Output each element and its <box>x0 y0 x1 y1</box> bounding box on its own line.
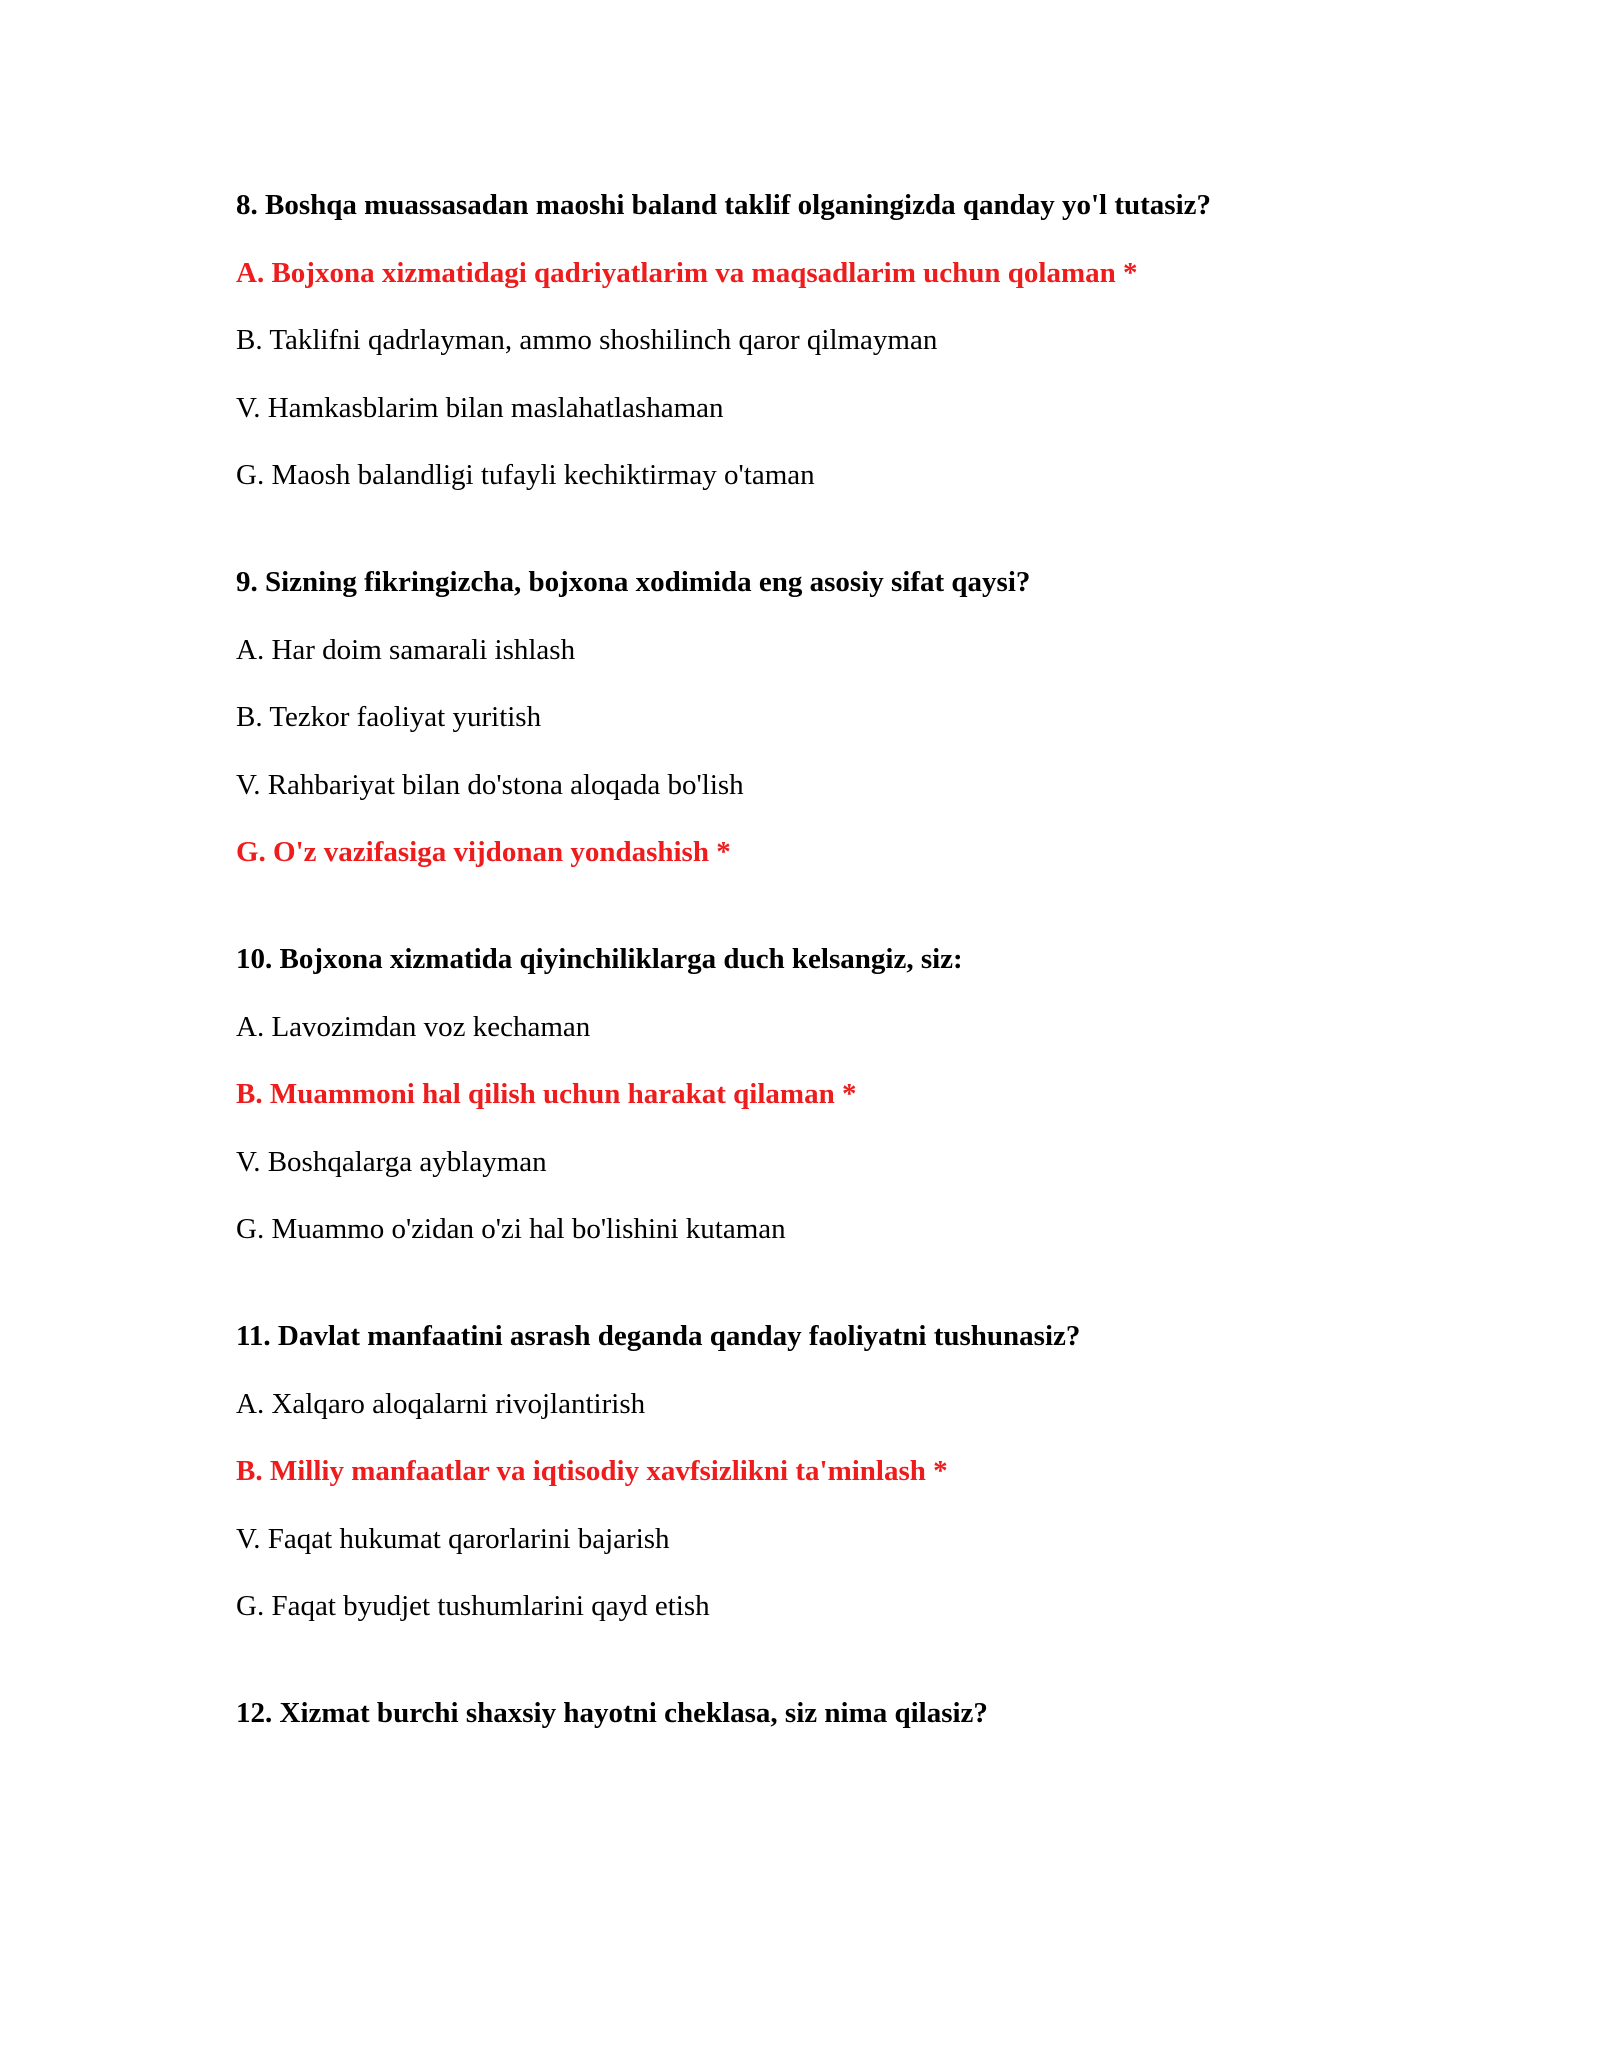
answer-option: A. Lavozimdan voz kechaman <box>236 1010 591 1043</box>
question-title: 11. Davlat manfaatini asrash deganda qanday faoliyatni tushunasiz? <box>236 1320 1081 1352</box>
answer-option: B. Tezkor faoliyat yuritish <box>236 701 542 733</box>
question-block-9 <box>236 562 1416 872</box>
question-block-11 <box>236 1316 1416 1626</box>
answer-option: A. Xalqaro aloqalarni rivojlantirish <box>236 1387 646 1420</box>
question-title: 12. Xizmat burchi shaxsiy hayotni cheklasa, siz nima qilasiz? <box>236 1697 988 1729</box>
answer-option: G. Muammo o'zidan o'zi hal bo'lishini kutaman <box>236 1213 786 1245</box>
answer-option: G. Maosh balandligi tufayli kechiktirmay o'taman <box>236 459 815 491</box>
question-block-12 <box>236 1693 1416 1733</box>
answer-option: V. Rahbariyat bilan do'stona aloqada bo'lish <box>236 768 744 801</box>
answer-option: B. Taklifni qadrlayman, ammo shoshilinch qaror qilmayman <box>236 324 938 356</box>
answer-option: V. Faqat hukumat qarorlarini bajarish <box>236 1522 670 1555</box>
correct-answer-option: A. Bojxona xizmatidagi qadriyatlarim va maqsadlarim uchun qolaman * <box>236 256 1138 289</box>
answer-option: A. Har doim samarali ishlash <box>236 633 576 666</box>
question-title: 8. Boshqa muassasadan maoshi baland taklif olganingizda qanday yo'l tutasiz? <box>236 189 1211 221</box>
correct-answer-option: G. O'z vazifasiga vijdonan yondashish * <box>236 836 731 868</box>
answer-option: G. Faqat byudjet tushumlarini qayd etish <box>236 1590 710 1622</box>
question-list <box>236 185 1416 1800</box>
answer-option: V. Boshqalarga ayblayman <box>236 1145 547 1178</box>
correct-answer-option: B. Muammoni hal qilish uchun harakat qilaman * <box>236 1078 857 1110</box>
question-block-10 <box>236 939 1416 1249</box>
answer-option: V. Hamkasblarim bilan maslahatlashaman <box>236 391 724 424</box>
question-title: 9. Sizning fikringizcha, bojxona xodimida eng asosiy sifat qaysi? <box>236 566 1031 598</box>
question-title: 10. Bojxona xizmatida qiyinchiliklarga duch kelsangiz, siz: <box>236 943 963 975</box>
correct-answer-option: B. Milliy manfaatlar va iqtisodiy xavfsizlikni ta'minlash * <box>236 1455 948 1487</box>
question-block-8 <box>236 185 1416 495</box>
